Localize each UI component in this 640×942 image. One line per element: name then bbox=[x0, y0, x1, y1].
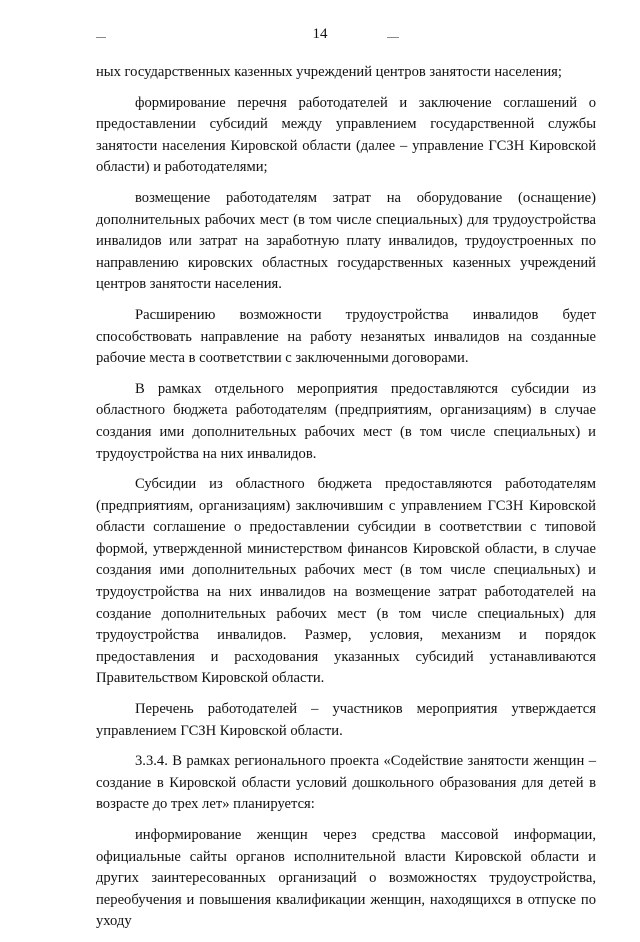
paragraph-section-3-3-4: 3.3.4. В рамках регионального проекта «Содействие занятости женщин – создание в Кировской области условий дошкольного образования для детей в возрасте до трех лет» планируется: bbox=[96, 753, 596, 813]
document-body bbox=[96, 62, 596, 942]
scan-artifact-right bbox=[387, 37, 399, 38]
paragraph-employment-expansion: Расширению возможности трудоустройства инвалидов будет способствовать направление на работу незанятых инвалидов на созданные рабочие места в соответствии с заключенными договорами. bbox=[96, 306, 596, 367]
paragraph-continuation: ных государственных казенных учреждений центров занятости населения; bbox=[96, 64, 562, 80]
paragraph-participants-list: Перечень работодателей – участников мероприятия утверждается управлением ГСЗН Кировской области. bbox=[96, 701, 596, 739]
paragraph-cost-reimbursement: возмещение работодателям затрат на оборудование (оснащение) дополнительных рабочих мест (в том числе специальных) для трудоустройства инвалидов или затрат на заработную плату инвалидов, трудоустроенных по направлению кировских областных государственных казенных учреждений центров занятости населения. bbox=[96, 189, 596, 293]
page-number: 14 bbox=[312, 26, 328, 42]
paragraph-subsidies-conditions: Субсидии из областного бюджета предоставляются работодателям (предприятиям, организациям) заключившим с управлением ГСЗН Кировской области соглашение о предоставлении субсидии в соответствии с типовой формой, утвержденной министерством финансов Кировской области, в случае создания ими дополнительных рабочих мест (в том числе специальных) и трудоустройства на них инвалидов на возмещение затрат работодателей на создание дополнительных рабочих мест (в том числе специальных) для трудоустройства инвалидов. Размер, условия, механизм и порядок предоставления и расходования указанных субсидий устанавливаются Правительством Кировской области. bbox=[96, 476, 596, 687]
paragraph-subsidies-scope: В рамках отдельного мероприятия предоставляются субсидии из областного бюджета работодателям (предприятиям, организациям) в случае создания ими дополнительных рабочих мест (в том числе специальных) и трудоустройства на них инвалидов. bbox=[96, 380, 596, 462]
paragraph-employer-list: формирование перечня работодателей и заключение соглашений о предоставлении субсидий между управлением государственной службы занятости населения Кировской области (далее – управление ГСЗН Кировской области) и работодателями; bbox=[96, 94, 596, 176]
paragraph-women-informing: информирование женщин через средства массовой информации, официальные сайты органов исполнительной власти Кировской области и других заинтересованных организаций о возможностях трудоустройства, переобучения и повышения квалификации женщин, находящихся в отпуске по уходу bbox=[96, 827, 596, 930]
